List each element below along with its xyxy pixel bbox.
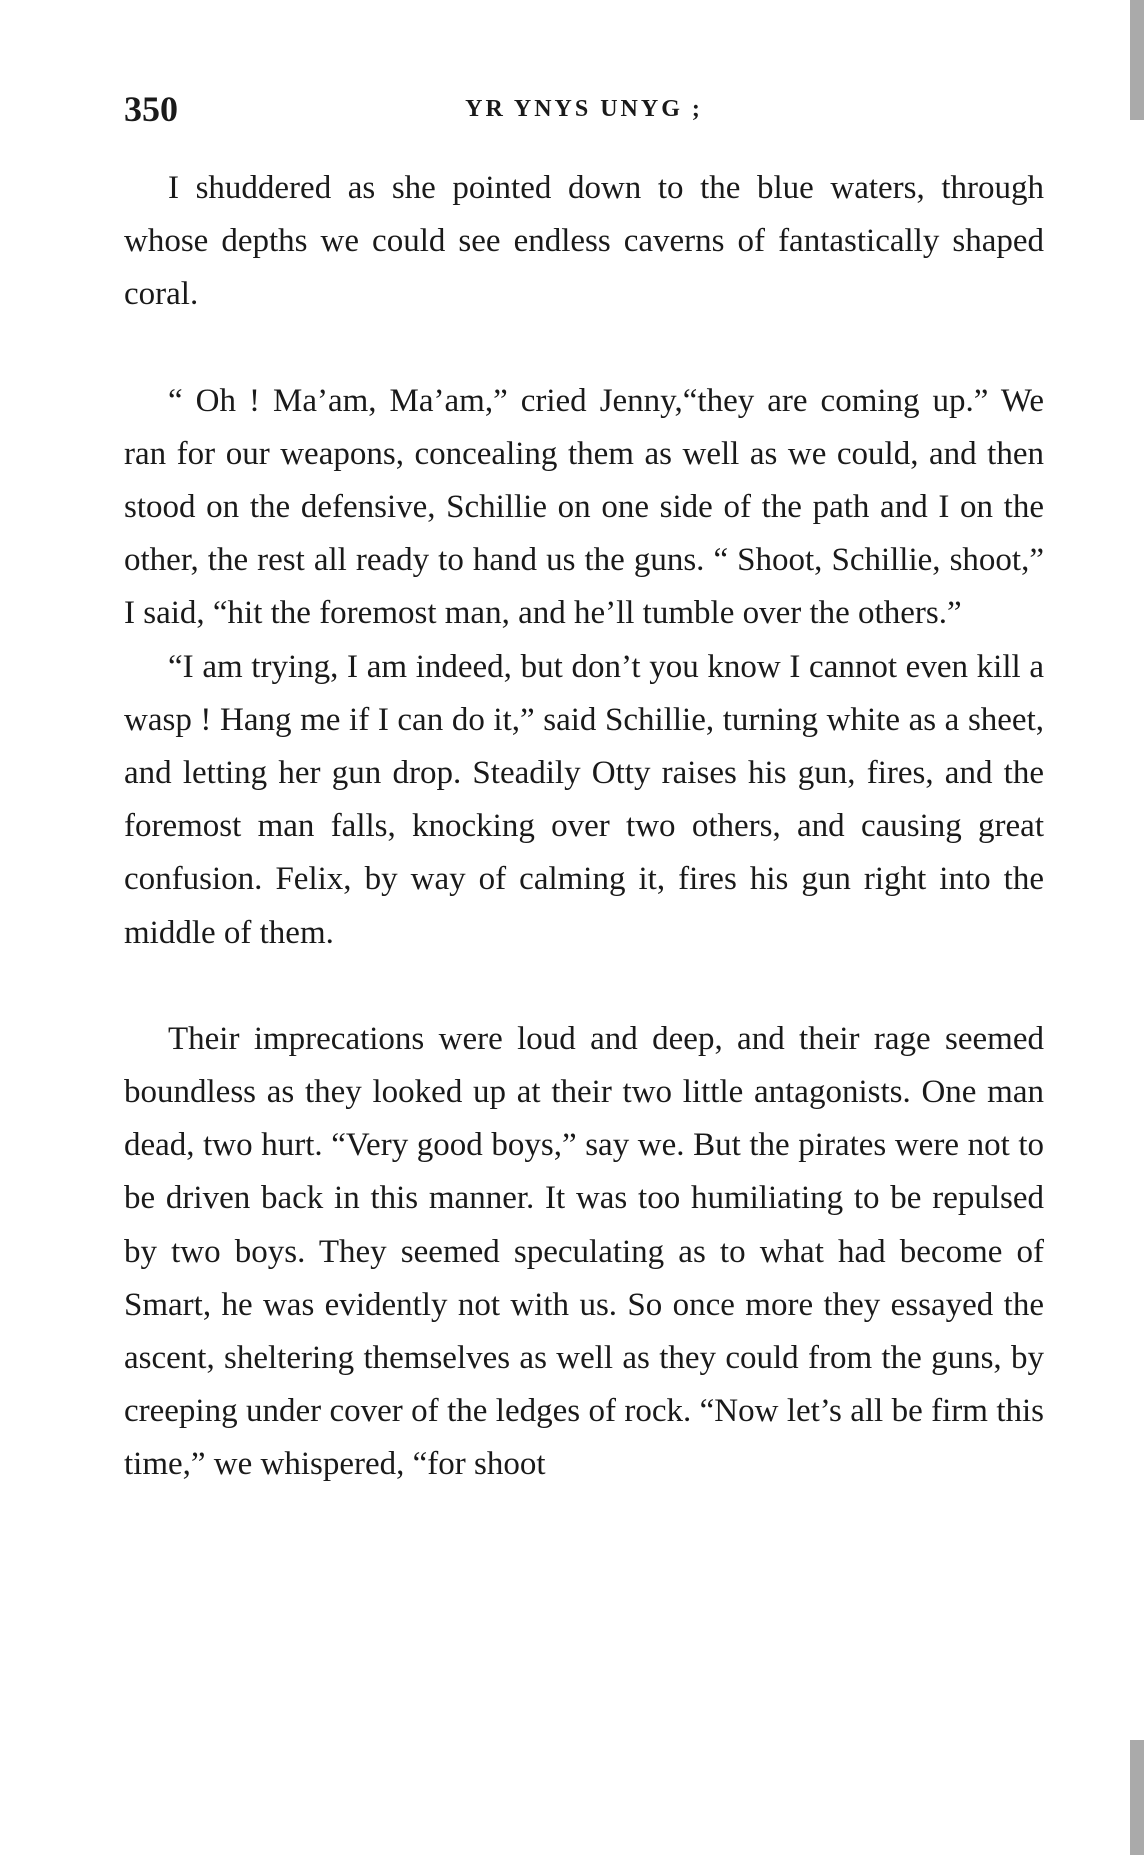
page-header	[124, 88, 1044, 138]
paragraph-4: Their imprecations were loud and deep, and their rage seemed boundless as they looked up at their two little antagonists. One man dead, two hurt. “Very good boys,” say we. But the pirates were not to be driven back in this manner. It was too humiliating to be repulsed by two boys. They seemed speculating as to what had become of Smart, he was evidently not with us. So once more they essayed the ascent, sheltering themselves as well as they could from the guns, by creeping under cover of the ledges of rock. “Now let’s all be firm this time,” we whispered, “for shoot	[124, 1020, 1044, 1483]
scan-edge-shadow-bottom	[1130, 1740, 1144, 1855]
paragraph-3: “I am trying, I am indeed, but don’t you know I cannot even kill a wasp ! Hang me if I can do it,” said Schillie, turning white as a sheet, and letting her gun drop. Steadily Otty raises his gun, fires, and the foremost man falls, knocking over two others, and causing great confusion. Felix, by way of calming it, fires his gun right into the middle of them.	[124, 648, 1044, 951]
paragraph-2: “ Oh ! Ma’am, Ma’am,” cried Jenny,“they are coming up.” We ran for our weapons, concealing them as well as we could, and then stood on the defensive, Schillie on one side of the path and I on the other, the rest all ready to hand us the guns. “ Shoot, Schillie, shoot,” I said, “hit the foremost man, and he’ll tumble over the others.”	[124, 382, 1044, 632]
body-text	[124, 162, 1044, 1492]
scan-edge-shadow-top	[1130, 0, 1144, 120]
page-number: 350	[124, 89, 178, 129]
paragraph-1: I shuddered as she pointed down to the blue waters, through whose depths we could see endless caverns of fantastically shaped coral.	[124, 170, 1044, 313]
running-title: YR YNYS UNYG ;	[465, 96, 703, 122]
